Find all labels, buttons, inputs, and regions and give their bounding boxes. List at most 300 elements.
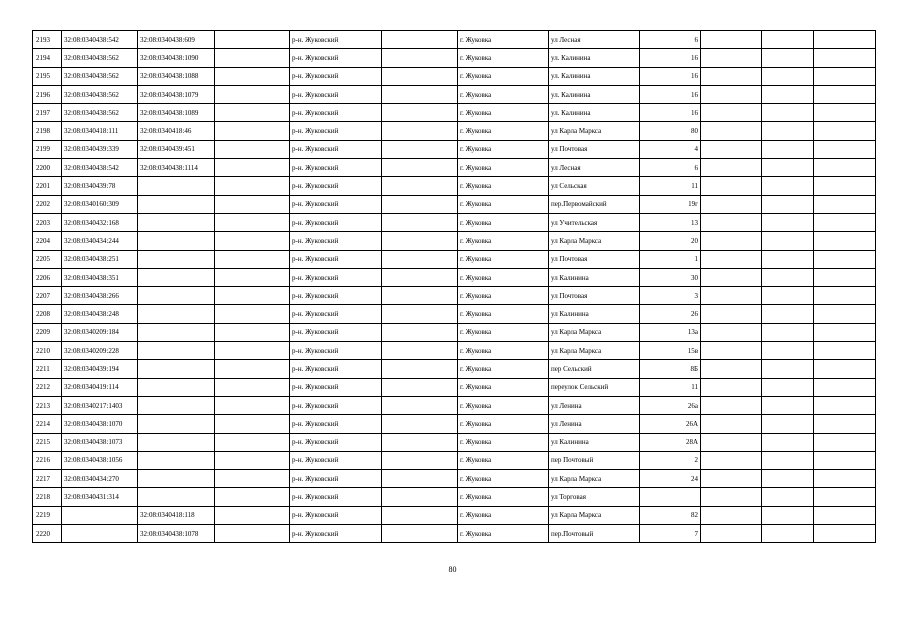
table-row (33, 250, 876, 268)
empty-col-1-cell (701, 525, 762, 543)
cadastral-number-cell: 32:08:0340419:114 (62, 378, 138, 396)
city-cell: г. Жуковка (458, 323, 549, 341)
extra-field-2-cell (382, 506, 458, 524)
street-cell: ул Почтовая (549, 140, 640, 158)
parcel-number-cell (138, 232, 215, 250)
empty-col-3-cell (814, 378, 876, 396)
city-cell: г. Жуковка (458, 104, 549, 122)
table-row (33, 506, 876, 524)
house-number-cell: 13 (640, 213, 701, 231)
house-number-cell: 6 (640, 159, 701, 177)
parcel-number-cell (138, 305, 215, 323)
parcel-number-cell: 32:08:0340418:46 (138, 122, 215, 140)
house-number-cell: 15в (640, 342, 701, 360)
street-cell: пер Почтовый (549, 451, 640, 469)
parcel-number-cell (138, 433, 215, 451)
empty-col-2-cell (762, 470, 814, 488)
empty-col-1-cell (701, 268, 762, 286)
parcel-number-cell (138, 488, 215, 506)
empty-col-3-cell (814, 287, 876, 305)
empty-col-2-cell (762, 488, 814, 506)
house-number-cell: 28А (640, 433, 701, 451)
empty-col-2-cell (762, 195, 814, 213)
row-number-cell: 2197 (33, 104, 62, 122)
empty-col-3-cell (814, 323, 876, 341)
empty-col-2-cell (762, 360, 814, 378)
empty-col-1-cell (701, 415, 762, 433)
house-number-cell: 16 (640, 85, 701, 103)
cadastral-number-cell: 32:08:0340438:562 (62, 49, 138, 67)
empty-col-2-cell (762, 122, 814, 140)
district-cell: р-н. Жуковский (290, 159, 382, 177)
extra-field-2-cell (382, 250, 458, 268)
district-cell: р-н. Жуковский (290, 525, 382, 543)
empty-col-2-cell (762, 104, 814, 122)
city-cell: г. Жуковка (458, 195, 549, 213)
row-number-cell: 2210 (33, 342, 62, 360)
parcel-number-cell (138, 451, 215, 469)
street-cell: ул Лесная (549, 159, 640, 177)
row-number-cell: 2214 (33, 415, 62, 433)
table-row (33, 104, 876, 122)
row-number-cell: 2201 (33, 177, 62, 195)
empty-col-3-cell (814, 506, 876, 524)
empty-col-2-cell (762, 378, 814, 396)
house-number-cell: 11 (640, 177, 701, 195)
empty-col-1-cell (701, 378, 762, 396)
district-cell: р-н. Жуковский (290, 451, 382, 469)
empty-col-1-cell (701, 287, 762, 305)
empty-col-2-cell (762, 506, 814, 524)
city-cell: г. Жуковка (458, 268, 549, 286)
street-cell: ул Торговая (549, 488, 640, 506)
extra-field-2-cell (382, 85, 458, 103)
page-number: 80 (448, 565, 457, 574)
house-number-cell: 80 (640, 122, 701, 140)
extra-field-cell (215, 122, 290, 140)
extra-field-cell (215, 470, 290, 488)
cadastral-number-cell: 32:08:0340438:1056 (62, 451, 138, 469)
extra-field-cell (215, 342, 290, 360)
empty-col-2-cell (762, 451, 814, 469)
district-cell: р-н. Жуковский (290, 268, 382, 286)
table-row (33, 159, 876, 177)
city-cell: г. Жуковка (458, 305, 549, 323)
table-row (33, 525, 876, 543)
parcel-number-cell: 32:08:0340438:1090 (138, 49, 215, 67)
table-row (33, 451, 876, 469)
city-cell: г. Жуковка (458, 67, 549, 85)
row-number-cell: 2208 (33, 305, 62, 323)
extra-field-cell (215, 104, 290, 122)
street-cell: ул. Калинина (549, 49, 640, 67)
extra-field-2-cell (382, 104, 458, 122)
empty-col-3-cell (814, 488, 876, 506)
house-number-cell: 1 (640, 250, 701, 268)
extra-field-cell (215, 177, 290, 195)
extra-field-2-cell (382, 268, 458, 286)
cadastral-number-cell: 32:08:0340432:168 (62, 213, 138, 231)
extra-field-2-cell (382, 67, 458, 85)
row-number-cell: 2193 (33, 31, 62, 49)
empty-col-3-cell (814, 433, 876, 451)
city-cell: г. Жуковка (458, 470, 549, 488)
street-cell: ул Карла Маркса (549, 470, 640, 488)
cadastral-number-cell: 32:08:0340438:351 (62, 268, 138, 286)
extra-field-2-cell (382, 415, 458, 433)
empty-col-3-cell (814, 104, 876, 122)
cadastral-number-cell: 32:08:0340160:309 (62, 195, 138, 213)
empty-col-3-cell (814, 396, 876, 414)
empty-col-2-cell (762, 177, 814, 195)
empty-col-1-cell (701, 159, 762, 177)
row-number-cell: 2198 (33, 122, 62, 140)
city-cell: г. Жуковка (458, 525, 549, 543)
cadastral-table (32, 30, 876, 543)
extra-field-2-cell (382, 360, 458, 378)
district-cell: р-н. Жуковский (290, 287, 382, 305)
house-number-cell: 8Б (640, 360, 701, 378)
city-cell: г. Жуковка (458, 342, 549, 360)
empty-col-1-cell (701, 250, 762, 268)
city-cell: г. Жуковка (458, 360, 549, 378)
parcel-number-cell (138, 415, 215, 433)
row-number-cell: 2218 (33, 488, 62, 506)
empty-col-1-cell (701, 323, 762, 341)
extra-field-cell (215, 195, 290, 213)
table-row (33, 213, 876, 231)
empty-col-1-cell (701, 31, 762, 49)
empty-col-2-cell (762, 396, 814, 414)
extra-field-cell (215, 67, 290, 85)
empty-col-2-cell (762, 250, 814, 268)
city-cell: г. Жуковка (458, 250, 549, 268)
district-cell: р-н. Жуковский (290, 415, 382, 433)
parcel-number-cell (138, 268, 215, 286)
empty-col-2-cell (762, 323, 814, 341)
house-number-cell: 16 (640, 104, 701, 122)
house-number-cell: 30 (640, 268, 701, 286)
cadastral-number-cell: 32:08:0340438:1070 (62, 415, 138, 433)
city-cell: г. Жуковка (458, 31, 549, 49)
parcel-number-cell: 32:08:0340438:1114 (138, 159, 215, 177)
street-cell: пер Сельский (549, 360, 640, 378)
street-cell: ул Сельская (549, 177, 640, 195)
extra-field-cell (215, 159, 290, 177)
street-cell: ул Учительская (549, 213, 640, 231)
table-body (33, 31, 876, 543)
extra-field-cell (215, 140, 290, 158)
cadastral-number-cell: 32:08:0340438:251 (62, 250, 138, 268)
table-row (33, 140, 876, 158)
empty-col-1-cell (701, 232, 762, 250)
empty-col-3-cell (814, 451, 876, 469)
empty-col-3-cell (814, 122, 876, 140)
street-cell: ул. Калинина (549, 67, 640, 85)
city-cell: г. Жуковка (458, 415, 549, 433)
row-number-cell: 2217 (33, 470, 62, 488)
empty-col-2-cell (762, 213, 814, 231)
empty-col-2-cell (762, 140, 814, 158)
house-number-cell: 11 (640, 378, 701, 396)
empty-col-3-cell (814, 85, 876, 103)
city-cell: г. Жуковка (458, 378, 549, 396)
city-cell: г. Жуковка (458, 287, 549, 305)
cadastral-number-cell: 32:08:0340438:562 (62, 67, 138, 85)
house-number-cell: 13а (640, 323, 701, 341)
street-cell: ул Ленина (549, 396, 640, 414)
empty-col-3-cell (814, 268, 876, 286)
extra-field-2-cell (382, 342, 458, 360)
city-cell: г. Жуковка (458, 213, 549, 231)
empty-col-3-cell (814, 342, 876, 360)
empty-col-2-cell (762, 287, 814, 305)
parcel-number-cell: 32:08:0340418:118 (138, 506, 215, 524)
parcel-number-cell (138, 195, 215, 213)
cadastral-number-cell: 32:08:0340438:562 (62, 104, 138, 122)
city-cell: г. Жуковка (458, 49, 549, 67)
parcel-number-cell: 32:08:0340438:609 (138, 31, 215, 49)
street-cell: ул Ленина (549, 415, 640, 433)
empty-col-3-cell (814, 415, 876, 433)
row-number-cell: 2206 (33, 268, 62, 286)
empty-col-3-cell (814, 232, 876, 250)
empty-col-2-cell (762, 305, 814, 323)
parcel-number-cell (138, 378, 215, 396)
street-cell: ул Карла Маркса (549, 122, 640, 140)
extra-field-cell (215, 232, 290, 250)
house-number-cell: 20 (640, 232, 701, 250)
row-number-cell: 2216 (33, 451, 62, 469)
extra-field-cell (215, 488, 290, 506)
extra-field-2-cell (382, 49, 458, 67)
table-row (33, 415, 876, 433)
table-row (33, 396, 876, 414)
district-cell: р-н. Жуковский (290, 232, 382, 250)
table-row (33, 85, 876, 103)
cadastral-number-cell (62, 506, 138, 524)
empty-col-3-cell (814, 305, 876, 323)
city-cell: г. Жуковка (458, 85, 549, 103)
extra-field-2-cell (382, 213, 458, 231)
row-number-cell: 2203 (33, 213, 62, 231)
empty-col-1-cell (701, 195, 762, 213)
district-cell: р-н. Жуковский (290, 195, 382, 213)
city-cell: г. Жуковка (458, 396, 549, 414)
district-cell: р-н. Жуковский (290, 342, 382, 360)
district-cell: р-н. Жуковский (290, 31, 382, 49)
extra-field-cell (215, 31, 290, 49)
table-row (33, 122, 876, 140)
extra-field-cell (215, 433, 290, 451)
empty-col-1-cell (701, 488, 762, 506)
parcel-number-cell (138, 287, 215, 305)
row-number-cell: 2212 (33, 378, 62, 396)
cadastral-number-cell: 32:08:0340438:248 (62, 305, 138, 323)
street-cell: ул Почтовая (549, 287, 640, 305)
empty-col-2-cell (762, 85, 814, 103)
extra-field-2-cell (382, 232, 458, 250)
empty-col-3-cell (814, 525, 876, 543)
row-number-cell: 2211 (33, 360, 62, 378)
extra-field-2-cell (382, 122, 458, 140)
extra-field-2-cell (382, 451, 458, 469)
extra-field-2-cell (382, 31, 458, 49)
table-row (33, 342, 876, 360)
house-number-cell: 2 (640, 451, 701, 469)
table-row (33, 287, 876, 305)
extra-field-cell (215, 287, 290, 305)
empty-col-1-cell (701, 470, 762, 488)
extra-field-cell (215, 506, 290, 524)
empty-col-2-cell (762, 49, 814, 67)
city-cell: г. Жуковка (458, 177, 549, 195)
cadastral-number-cell: 32:08:0340438:266 (62, 287, 138, 305)
table-row (33, 268, 876, 286)
empty-col-2-cell (762, 31, 814, 49)
empty-col-3-cell (814, 470, 876, 488)
city-cell: г. Жуковка (458, 140, 549, 158)
empty-col-1-cell (701, 451, 762, 469)
parcel-number-cell (138, 323, 215, 341)
house-number-cell: 26а (640, 396, 701, 414)
extra-field-2-cell (382, 305, 458, 323)
parcel-number-cell: 32:08:0340438:1088 (138, 67, 215, 85)
house-number-cell: 4 (640, 140, 701, 158)
table-row (33, 360, 876, 378)
extra-field-2-cell (382, 488, 458, 506)
row-number-cell: 2219 (33, 506, 62, 524)
district-cell: р-н. Жуковский (290, 506, 382, 524)
cadastral-number-cell: 32:08:0340439:194 (62, 360, 138, 378)
street-cell: пер.Почтовый (549, 525, 640, 543)
cadastral-number-cell: 32:08:0340209:184 (62, 323, 138, 341)
table-row (33, 488, 876, 506)
empty-col-2-cell (762, 433, 814, 451)
empty-col-2-cell (762, 342, 814, 360)
city-cell: г. Жуковка (458, 488, 549, 506)
table-row (33, 470, 876, 488)
row-number-cell: 2213 (33, 396, 62, 414)
district-cell: р-н. Жуковский (290, 433, 382, 451)
row-number-cell: 2202 (33, 195, 62, 213)
district-cell: р-н. Жуковский (290, 104, 382, 122)
table-row (33, 67, 876, 85)
extra-field-cell (215, 396, 290, 414)
cadastral-number-cell: 32:08:0340438:1073 (62, 433, 138, 451)
district-cell: р-н. Жуковский (290, 67, 382, 85)
city-cell: г. Жуковка (458, 232, 549, 250)
district-cell: р-н. Жуковский (290, 85, 382, 103)
table-row (33, 378, 876, 396)
parcel-number-cell: 32:08:0340438:1079 (138, 85, 215, 103)
empty-col-1-cell (701, 305, 762, 323)
cadastral-number-cell: 32:08:0340438:542 (62, 31, 138, 49)
city-cell: г. Жуковка (458, 506, 549, 524)
cadastral-number-cell: 32:08:0340431:314 (62, 488, 138, 506)
cadastral-number-cell: 32:08:0340439:339 (62, 140, 138, 158)
city-cell: г. Жуковка (458, 159, 549, 177)
empty-col-3-cell (814, 67, 876, 85)
street-cell: ул Лесная (549, 31, 640, 49)
house-number-cell: 26 (640, 305, 701, 323)
parcel-number-cell (138, 213, 215, 231)
empty-col-3-cell (814, 213, 876, 231)
cadastral-number-cell: 32:08:0340434:270 (62, 470, 138, 488)
empty-col-1-cell (701, 360, 762, 378)
empty-col-2-cell (762, 232, 814, 250)
extra-field-cell (215, 268, 290, 286)
extra-field-2-cell (382, 177, 458, 195)
district-cell: р-н. Жуковский (290, 323, 382, 341)
street-cell: ул Карла Маркса (549, 323, 640, 341)
street-cell: ул Калинина (549, 305, 640, 323)
empty-col-1-cell (701, 85, 762, 103)
empty-col-2-cell (762, 159, 814, 177)
row-number-cell: 2196 (33, 85, 62, 103)
district-cell: р-н. Жуковский (290, 360, 382, 378)
cadastral-number-cell: 32:08:0340209:228 (62, 342, 138, 360)
extra-field-2-cell (382, 195, 458, 213)
empty-col-3-cell (814, 31, 876, 49)
empty-col-3-cell (814, 140, 876, 158)
table-row (33, 323, 876, 341)
empty-col-3-cell (814, 159, 876, 177)
row-number-cell: 2204 (33, 232, 62, 250)
empty-col-2-cell (762, 268, 814, 286)
row-number-cell: 2200 (33, 159, 62, 177)
empty-col-1-cell (701, 213, 762, 231)
parcel-number-cell: 32:08:0340438:1078 (138, 525, 215, 543)
table-row (33, 177, 876, 195)
empty-col-3-cell (814, 250, 876, 268)
house-number-cell: 24 (640, 470, 701, 488)
house-number-cell: 7 (640, 525, 701, 543)
empty-col-2-cell (762, 525, 814, 543)
city-cell: г. Жуковка (458, 122, 549, 140)
row-number-cell: 2195 (33, 67, 62, 85)
empty-col-3-cell (814, 177, 876, 195)
extra-field-2-cell (382, 433, 458, 451)
cadastral-number-cell: 32:08:0340434:244 (62, 232, 138, 250)
street-cell: ул Почтовая (549, 250, 640, 268)
table-row (33, 195, 876, 213)
extra-field-cell (215, 323, 290, 341)
house-number-cell (640, 488, 701, 506)
street-cell: ул Калинина (549, 433, 640, 451)
extra-field-cell (215, 378, 290, 396)
row-number-cell: 2209 (33, 323, 62, 341)
extra-field-cell (215, 85, 290, 103)
row-number-cell: 2199 (33, 140, 62, 158)
empty-col-2-cell (762, 67, 814, 85)
empty-col-2-cell (762, 415, 814, 433)
row-number-cell: 2215 (33, 433, 62, 451)
extra-field-2-cell (382, 470, 458, 488)
extra-field-cell (215, 525, 290, 543)
street-cell: ул. Калинина (549, 85, 640, 103)
extra-field-2-cell (382, 140, 458, 158)
street-cell: пер.Первомайский (549, 195, 640, 213)
row-number-cell: 2220 (33, 525, 62, 543)
table-row (33, 31, 876, 49)
extra-field-cell (215, 250, 290, 268)
row-number-cell: 2207 (33, 287, 62, 305)
cadastral-number-cell: 32:08:0340418:111 (62, 122, 138, 140)
row-number-cell: 2205 (33, 250, 62, 268)
district-cell: р-н. Жуковский (290, 122, 382, 140)
empty-col-3-cell (814, 360, 876, 378)
